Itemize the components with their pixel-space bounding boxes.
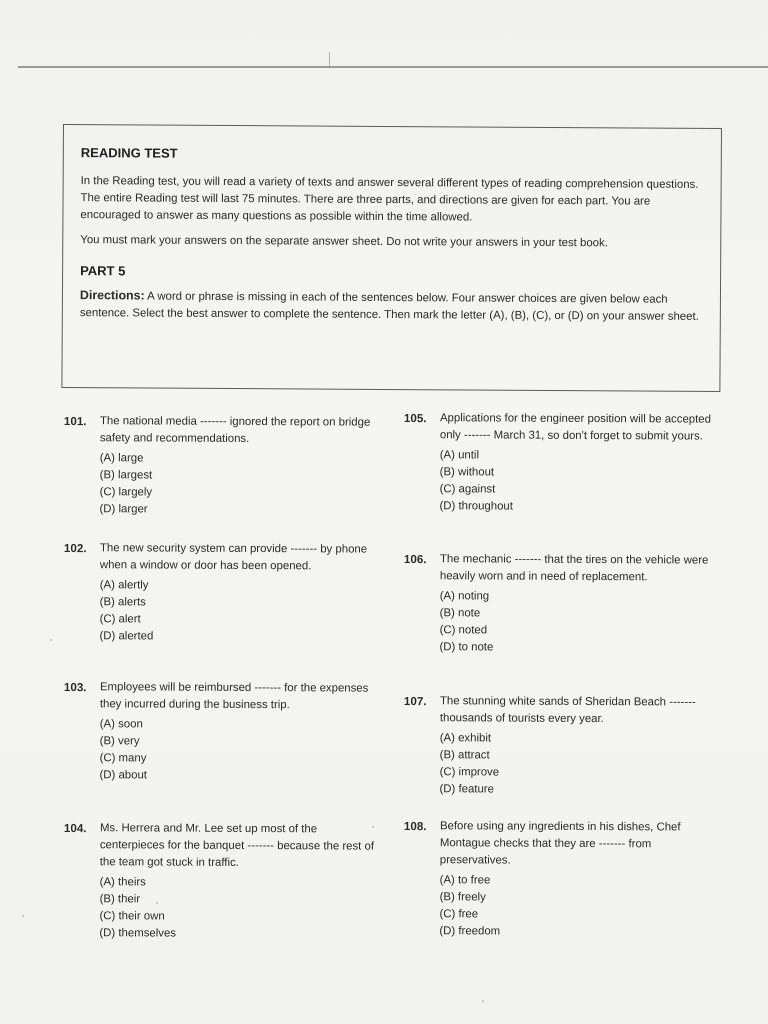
question-101 [63,413,382,520]
option-a: (A) until [439,449,480,462]
option-d: (D) to note [439,641,494,654]
option-c: (C) largely [99,486,153,499]
question-103 [63,679,382,786]
question-107 [403,693,724,800]
scan-speck [22,915,24,917]
scan-speck [482,1000,484,1002]
option-b: (B) very [99,735,140,748]
option-d: (D) themselves [99,927,177,940]
question-text: Applications for the engineer position will be accepted only ------- March 31, so don't forget to submit yours. [439,412,712,443]
directions-box [61,124,722,392]
option-c: (C) free [439,908,479,921]
question-number: 101. [63,414,87,429]
option-c: (C) many [99,752,147,765]
question-text: Employees will be reimbursed ------- for the expenses they incurred during the business trip. [99,681,369,712]
option-d: (D) larger [99,503,148,516]
option-b: (B) note [439,607,481,620]
option-b: (B) alerts [99,596,146,609]
question-number: 107. [403,695,427,709]
question-105 [403,410,734,517]
option-a: (A) to free [439,874,491,887]
option-c: (C) improve [439,766,500,779]
option-b: (B) their [99,893,141,906]
option-d: (D) alerted [99,630,154,643]
option-c: (C) noted [439,624,488,637]
directions-text: A word or phrase is missing in each of the sentences below. Four answer choices are given below each sentence. Select the best answer to complete the sentence. Then mark the letter (A), (B), (C), or (D) on your answer sheet. [79,290,699,323]
scan-speck [50,639,52,641]
option-d: (D) feature [439,783,494,796]
question-text: The stunning white sands of Sheridan Beach ------- thousands of tourists every year. [439,695,696,726]
option-a: (A) theirs [99,876,146,889]
question-number: 108. [403,820,427,834]
reading-test-heading: READING TEST [80,145,178,161]
option-d: (D) freedom [439,925,501,938]
option-a: (A) soon [99,718,143,731]
question-number: 104. [63,822,87,836]
option-b: (B) attract [439,749,490,762]
scan-speck [156,902,158,904]
option-b: (B) largest [99,469,153,482]
option-a: (A) noting [439,590,490,603]
option-b: (B) freely [439,891,486,904]
answer-sheet-instruction: You must mark your answers on the separate answer sheet. Do not write your answers in your test book. [80,234,608,250]
option-c: (C) against [439,483,496,496]
question-number: 105. [403,411,427,426]
question-number: 103. [63,681,87,695]
scan-speck [372,826,374,828]
reading-test-intro: In the Reading test, you will read a variety of texts and answer several different types of reading comprehension questions. The entire Reading test will last 75 minutes. There are three parts, and directions are given for each part. You are encouraged to answer as many questions as possible within the time allowed. [80,175,699,224]
question-text: Before using any ingredients in his dishes, Chef Montague checks that they are ------- from preservatives. [439,820,681,867]
question-text: The new security system can provide ------- by phone when a window or door has been opened. [99,542,368,573]
question-104 [63,820,382,944]
option-c: (C) their own [99,910,165,923]
question-number: 102. [63,542,87,556]
question-108 [403,818,722,942]
part-directions [80,287,703,326]
question-number: 106. [403,553,427,567]
question-text: Ms. Herrera and Mr. Lee set up most of the centerpieces for the banquet ------- because the rest of the team got stuck in traffic. [99,822,375,869]
top-rule-tick [329,52,330,66]
option-b: (B) without [439,466,495,479]
option-a: (A) alertly [99,579,149,592]
question-102 [63,540,382,647]
option-d: (D) throughout [439,500,513,513]
question-text: The mechanic ------- that the tires on the vehicle were heavily worn and in need of replacement. [439,553,709,584]
top-rule [18,66,768,68]
option-c: (C) alert [99,613,141,626]
option-a: (A) exhibit [439,732,492,745]
option-a: (A) large [99,452,144,465]
question-text: The national media ------- ignored the report on bridge safety and recommendations. [99,415,371,445]
directions-label: Directions: [79,288,145,303]
part-heading: PART 5 [80,263,126,279]
question-106 [403,551,714,658]
option-d: (D) about [99,769,148,782]
